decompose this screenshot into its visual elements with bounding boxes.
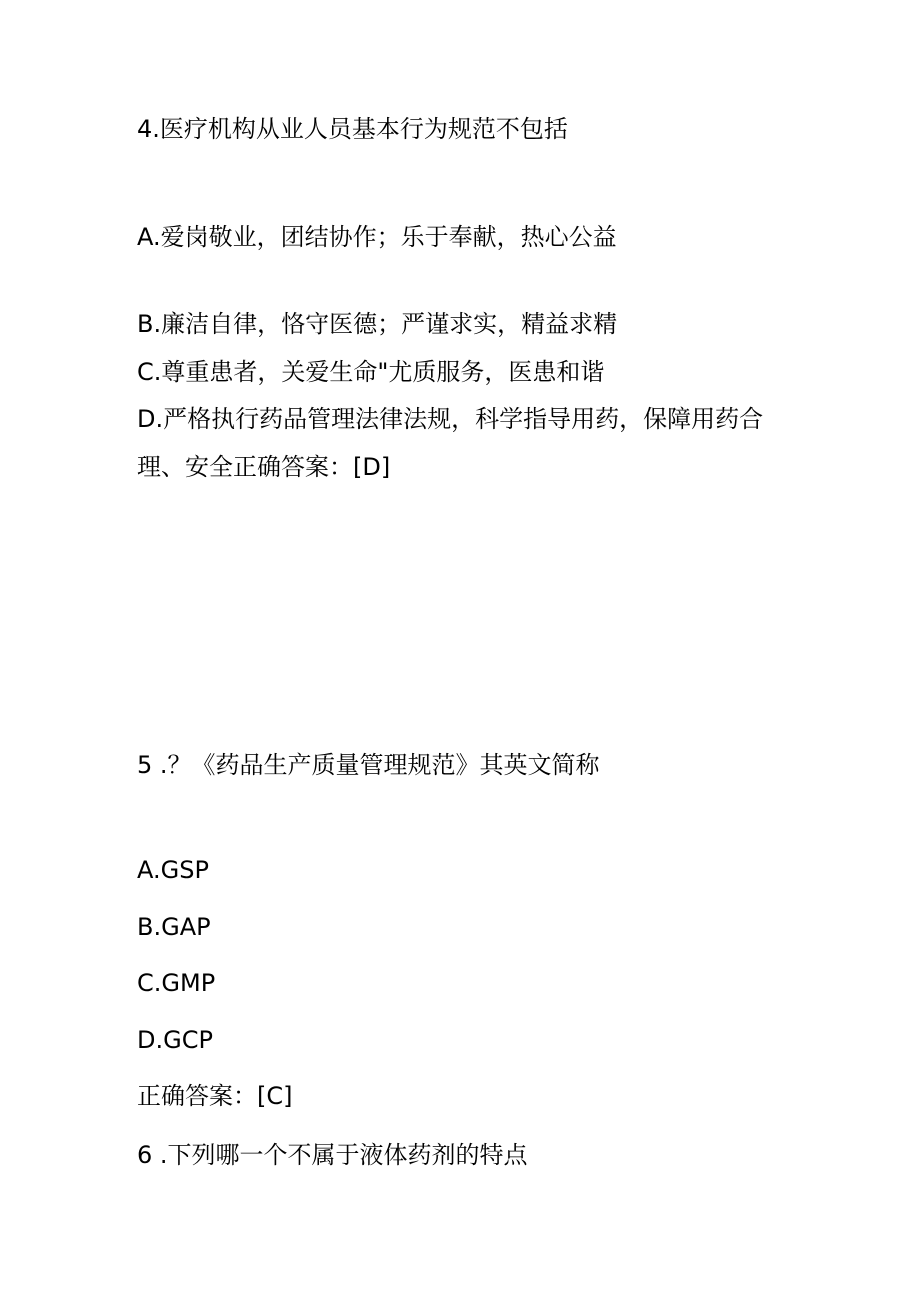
question-5-text: 5 .？《药品生产质量管理规范》其英文简称 <box>137 751 600 779</box>
question-4-text: 4.医疗机构从业人员基本行为规范不包括 <box>137 115 568 143</box>
question-4-option-c: C.尊重患者，关爱生命"尤质服务，医患和谐 <box>137 358 605 386</box>
question-4-option-a: A.爱岗敬业，团结协作；乐于奉献，热心公益 <box>137 223 617 251</box>
question-5-answer: 正确答案：[C] <box>137 1082 293 1110</box>
question-6-text: 6 .下列哪一个不属于液体药剂的特点 <box>137 1141 528 1169</box>
question-5-option-d: D.GCP <box>137 1026 213 1054</box>
question-4-option-b: B.廉洁自律，恪守医德；严谨求实，精益求精 <box>137 310 618 338</box>
question-5-option-a: A.GSP <box>137 856 209 884</box>
question-5-option-c: C.GMP <box>137 969 216 997</box>
question-5-option-b: B.GAP <box>137 913 211 941</box>
question-4-option-d-line2: 理、安全正确答案：[D] <box>137 453 391 481</box>
question-4-option-d-line1: D.严格执行药品管理法律法规，科学指导用药，保障用药合 <box>137 405 764 433</box>
